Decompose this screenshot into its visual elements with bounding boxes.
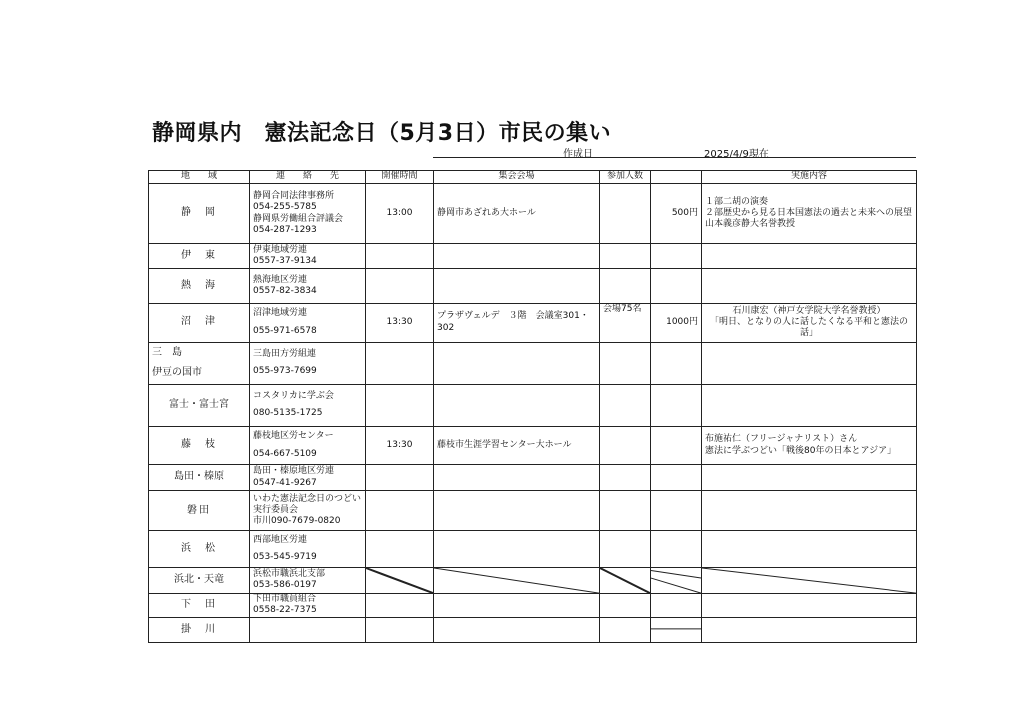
contact-line: 藤枝地区労センター: [253, 431, 334, 442]
count-cell-struck: [600, 567, 651, 593]
contact-line: 054-255-5785: [253, 202, 317, 213]
count-cell: [600, 531, 651, 567]
area-cell: 浜 松: [149, 531, 250, 567]
contact-line: 浜松市職浜北支部: [253, 568, 326, 579]
time-cell: [366, 244, 434, 269]
contact-line: 0557-82-3834: [253, 285, 317, 296]
strike-line: [651, 568, 701, 593]
contact-line: 080-5135-1725: [253, 408, 323, 419]
contact-line: 沼津地域労連: [253, 308, 308, 319]
contact-line: 西部地区労連: [253, 534, 308, 545]
count-cell: [600, 269, 651, 303]
time-cell: [366, 465, 434, 491]
contact-line: 島田・榛原地区労連: [253, 466, 335, 477]
contact-cell: [250, 427, 366, 465]
table-row: [149, 384, 917, 426]
count-cell: [600, 342, 651, 384]
events-table-wrapper: [148, 170, 916, 643]
contact-line: コスタリカに学ぶ会: [253, 391, 334, 402]
area-cell: 藤 枝: [149, 427, 250, 465]
contact-line: 0547-41-9267: [253, 477, 317, 488]
time-cell: [366, 617, 434, 642]
area-cell: 三 島 伊豆の国市: [149, 342, 250, 384]
table-row: [149, 465, 917, 491]
fee-cell-struck: [651, 567, 702, 593]
time-cell: 13:00: [366, 184, 434, 244]
fee-cell: [651, 384, 702, 426]
table-row: [149, 617, 917, 642]
venue-cell-struck: [434, 567, 600, 593]
date-status: 2025/4/9現在: [704, 149, 769, 160]
created-label: 作成日: [563, 149, 593, 160]
fee-cell: [651, 465, 702, 491]
content-cell: [702, 593, 917, 617]
table-row: [149, 184, 917, 244]
area-cell: 熱 海: [149, 269, 250, 303]
table-row: [149, 342, 917, 384]
content-cell: [702, 491, 917, 531]
venue-cell: [434, 384, 600, 426]
area-cell: 富士・富士宮: [149, 384, 250, 426]
strike-line: [366, 568, 433, 593]
contact-line: 055-971-6578: [253, 325, 317, 336]
time-cell: [366, 491, 434, 531]
content-cell: １部二胡の演奏 ２部歴史から見る日本国憲法の過去と未来への展望 山本義彦静大名誉教授: [702, 184, 917, 244]
table-row: [149, 531, 917, 567]
area-cell: 下 田: [149, 593, 250, 617]
content-cell: [702, 465, 917, 491]
count-cell: [600, 384, 651, 426]
venue-cell: プラザヴェルデ ３階 会議室301・302: [434, 303, 600, 342]
header-venue: 集会会場: [434, 171, 600, 184]
contact-cell: [250, 531, 366, 567]
fee-cell: [651, 617, 702, 642]
fee-cell: 500円: [651, 184, 702, 244]
header-time: 開催時間: [366, 171, 434, 184]
count-cell: [600, 465, 651, 491]
contact-line: いわた憲法記念日のつどい実行委員会: [253, 493, 362, 516]
header-contact: 連 絡 先: [250, 171, 366, 184]
count-cell: [600, 184, 651, 244]
contact-cell: [250, 342, 366, 384]
area-cell: 磐田: [149, 491, 250, 531]
contact-cell: [250, 567, 366, 593]
area-cell: 掛 川: [149, 617, 250, 642]
count-cell: [600, 491, 651, 531]
strike-line: [702, 568, 916, 593]
content-cell: 石川康宏（神戸女学院大学名誉教授） 「明日、となりの人に話したくなる平和と憲法の話」: [702, 303, 917, 342]
time-cell: 13:30: [366, 427, 434, 465]
content-cell: [702, 384, 917, 426]
contact-line: 055-973-7699: [253, 366, 317, 377]
contact-cell: [250, 303, 366, 342]
page-title: 静岡県内 憲法記念日（5月3日）市民の集い: [152, 121, 612, 146]
contact-cell: [250, 384, 366, 426]
venue-cell: [434, 342, 600, 384]
time-cell: [366, 593, 434, 617]
area-cell: 浜北・天竜: [149, 567, 250, 593]
table-row: [149, 593, 917, 617]
divider-line: [651, 618, 701, 642]
content-cell: [702, 617, 917, 642]
venue-cell: 静岡市あざれあ大ホール: [434, 184, 600, 244]
area-cell: 島田・榛原: [149, 465, 250, 491]
table-header-row: [149, 171, 917, 184]
events-table: [148, 170, 917, 643]
fee-cell: [651, 491, 702, 531]
count-cell: [600, 244, 651, 269]
fee-cell: 1000円: [651, 303, 702, 342]
content-cell: 布施祐仁（フリージャナリスト）さん 憲法に学ぶつどい「戦後80年の日本とアジア」: [702, 427, 917, 465]
content-cell: [702, 244, 917, 269]
content-cell: [702, 342, 917, 384]
venue-cell: [434, 244, 600, 269]
count-cell: 会場75名: [600, 303, 651, 342]
area-cell: 沼 津: [149, 303, 250, 342]
venue-cell: [434, 617, 600, 642]
header-count: 参加人数: [600, 171, 651, 184]
contact-line: 0557-37-9134: [253, 256, 317, 267]
time-cell-struck: [366, 567, 434, 593]
fee-cell: [651, 244, 702, 269]
contact-line: 熱海地区労連: [253, 274, 308, 285]
strike-line: [434, 568, 599, 593]
area-cell: 伊 東: [149, 244, 250, 269]
venue-cell: [434, 593, 600, 617]
contact-line: 054-667-5109: [253, 448, 317, 459]
contact-cell: [250, 617, 366, 642]
meta-underline: [433, 157, 916, 158]
venue-cell: [434, 491, 600, 531]
contact-cell: [250, 593, 366, 617]
header-fee: [651, 171, 702, 184]
content-cell-struck: [702, 567, 917, 593]
header-area: 地 域: [149, 171, 250, 184]
contact-cell: [250, 269, 366, 303]
fee-cell: [651, 269, 702, 303]
venue-cell: 藤枝市生涯学習センター大ホール: [434, 427, 600, 465]
contact-line: 市川090-7679-0820: [253, 516, 341, 527]
fee-cell: [651, 342, 702, 384]
fee-cell: [651, 593, 702, 617]
count-cell: [600, 427, 651, 465]
strike-line: [600, 568, 650, 593]
table-row: [149, 303, 917, 342]
contact-line: 静岡県労働組合評議会: [253, 213, 344, 224]
time-cell: [366, 342, 434, 384]
contact-line: 下田市職員組合: [253, 594, 317, 604]
contact-cell: [250, 244, 366, 269]
fee-cell: [651, 531, 702, 567]
content-cell: [702, 269, 917, 303]
table-row: [149, 491, 917, 531]
contact-cell: [250, 184, 366, 244]
time-cell: [366, 531, 434, 567]
venue-cell: [434, 531, 600, 567]
table-row: [149, 427, 917, 465]
contact-line: 0558-22-7375: [253, 605, 317, 616]
table-row: [149, 567, 917, 593]
contact-cell: [250, 465, 366, 491]
table-row: [149, 269, 917, 303]
count-cell: [600, 593, 651, 617]
contact-cell: [250, 491, 366, 531]
time-cell: [366, 384, 434, 426]
header-content: 実施内容: [702, 171, 917, 184]
contact-line: 053-545-9719: [253, 552, 317, 563]
contact-line: 053-586-0197: [253, 580, 317, 591]
table-row: [149, 244, 917, 269]
venue-cell: [434, 269, 600, 303]
area-cell: 静 岡: [149, 184, 250, 244]
content-cell: [702, 531, 917, 567]
time-cell: 13:30: [366, 303, 434, 342]
contact-line: 三島田方労組連: [253, 348, 317, 359]
time-cell: [366, 269, 434, 303]
contact-line: 静岡合同法律事務所: [253, 191, 335, 202]
venue-cell: [434, 465, 600, 491]
fee-cell: [651, 427, 702, 465]
count-cell: [600, 617, 651, 642]
contact-line: 伊東地域労連: [253, 245, 308, 256]
contact-line: 054-287-1293: [253, 224, 317, 235]
